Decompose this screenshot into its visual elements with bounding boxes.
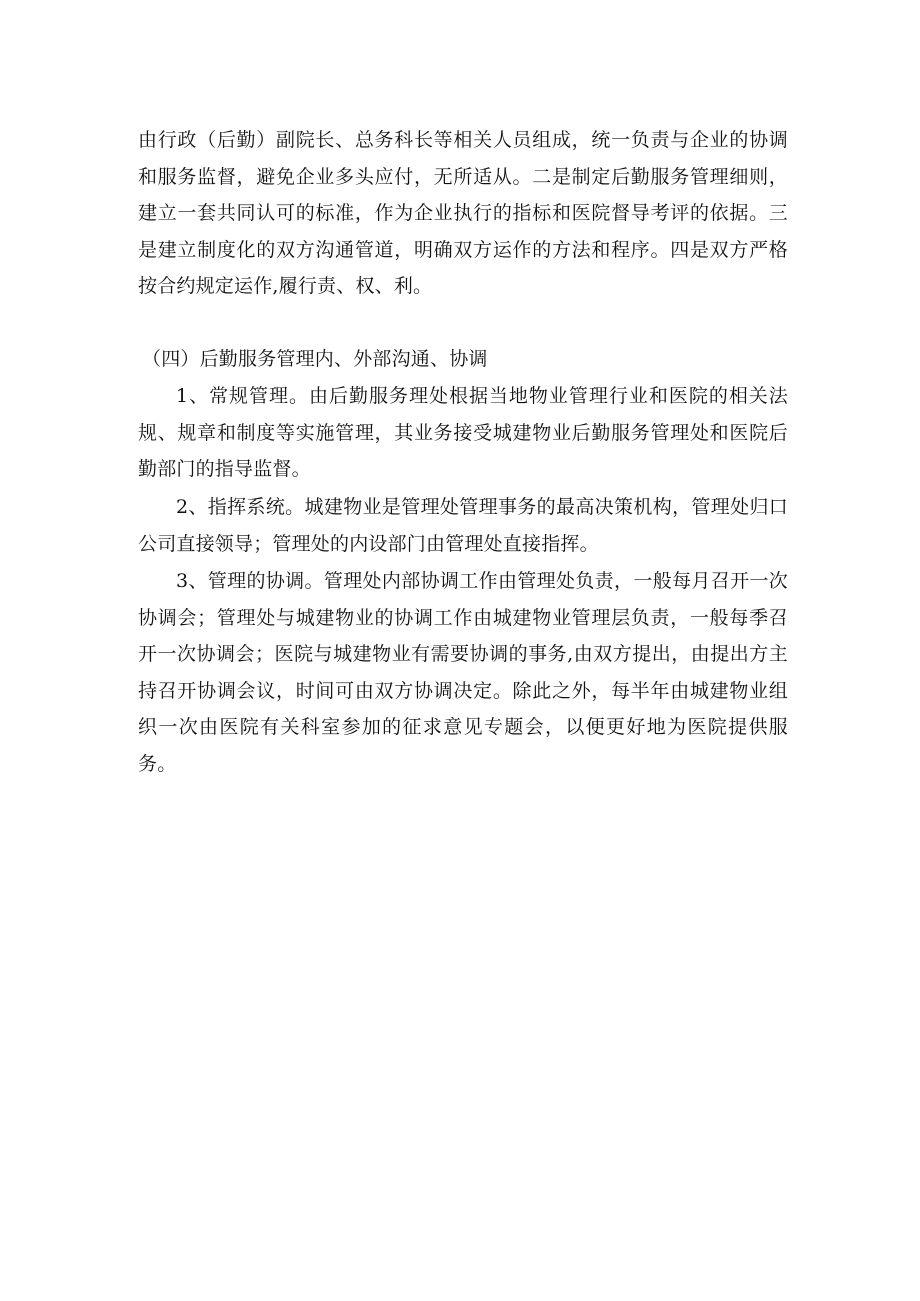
list-item-1: 1、常规管理。由后勤服务理处根据当地物业管理行业和医院的相关法规、规章和制度等实施管理，其业务接受城建物业后勤服务管理处和医院后勤部门的指导监督。 <box>138 385 788 480</box>
section-heading: （四）后勤服务管理内、外部沟通、协调 <box>142 348 488 370</box>
body-paragraph-1: 由行政（后勤）副院长、总务科长等相关人员组成，统一负责与企业的协调和服务监督，避免企业多头应付，无所适从。二是制定后勤服务管理细则，建立一套共同认可的标准，作为企业执行的指标和医院督导考评的依据。三是建立制度化的双方沟通管道，明确双方运作的方法和程序。四是双方严格按合约规定运作,履行责、权、利。 <box>138 129 788 297</box>
list-item-2: 2、指挥系统。城建物业是管理处管理事务的最高决策机构，管理处归口公司直接领导；管理处的内设部门由管理处直接指挥。 <box>138 496 788 555</box>
list-item-3: 3、管理的协调。管理处内部协调工作由管理处负责，一般每月召开一次协调会；管理处与城建物业的协调工作由城建物业管理层负责，一般每季召开一次协调会；医院与城建物业有需要协调的事务,由双方提出，由提出方主持召开协调会议，时间可由双方协调决定。除此之外，每半年由城建物业组织一次由医院有关科室参加的征求意见专题会，以便更好地为医院提供服务。 <box>138 570 788 775</box>
